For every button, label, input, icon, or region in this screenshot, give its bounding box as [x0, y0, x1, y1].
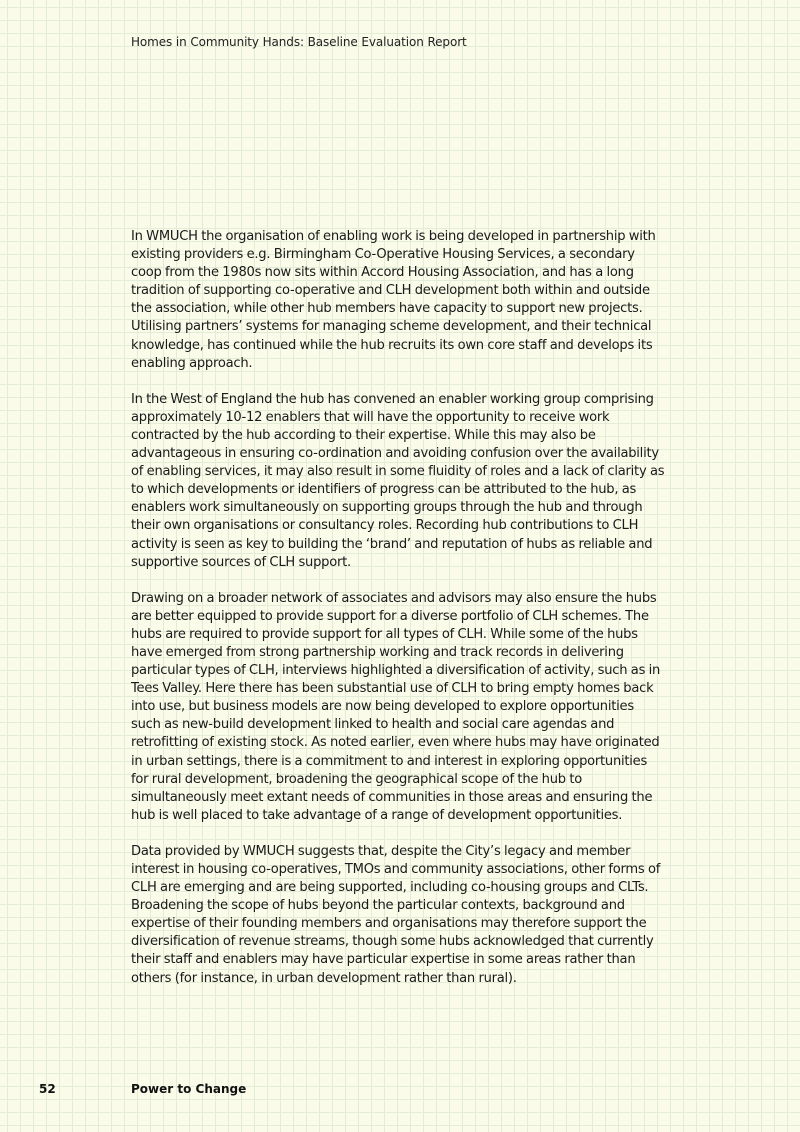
page-number: 52 — [39, 1082, 56, 1096]
footer-publisher: Power to Change — [131, 1082, 247, 1096]
running-header-title: Homes in Community Hands: Baseline Evaluation Report — [131, 35, 467, 49]
paragraph-broader-network: Drawing on a broader network of associates and advisors may also ensure the hubs are better equipped to provide support for a diverse portfolio of CLH schemes. The hubs are required to provide support for all types of CLH. While some of the hubs have emerged from strong partnership working and track records in delivering particular types of CLH, interviews highlighted a diversification of activity, such as in Tees Valley. Here there has been substantial use of CLH to bring empty homes back into use, but business models are now being developed to explore opportunities such as new-build development linked to health and social care agendas and retrofitting of existing stock. As noted earlier, even where hubs may have originated in urban settings, there is a commitment to and interest in exploring opportunities for rural development, broadening the geographical scope of the hub to simultaneously meet extant needs of communities in those areas and ensuring the hub is well placed to take advantage of a range of development opportunities. — [131, 590, 661, 823]
paragraph-wmuch-data: Data provided by WMUCH suggests that, despite the City’s legacy and member interest in housing co-operatives, TMOs and community associations, other forms of CLH are emerging and are being supported, including co-housing groups and CLTs. Broadening the scope of hubs beyond the particular contexts, background and expertise of their founding members and organisations may therefore support the diversification of revenue streams, though some hubs acknowledged that currently their staff and enablers may have particular expertise in some areas rather than others (for instance, in urban development rather than rural). — [131, 843, 661, 986]
paragraph-wmuch-enabling: In WMUCH the organisation of enabling work is being developed in partnership with existing providers e.g. Birmingham Co-Operative Housing Services, a secondary coop from the 1980s now sits within Accord Housing Association, and has a long tradition of supporting co-operative and CLH development both within and outside the association, while other hub members have capacity to support new projects. Utilising partners’ systems for managing scheme development, and their technical knowledge, has continued while the hub recruits its own core staff and develops its enabling approach. — [131, 229, 656, 371]
paragraph-west-of-england: In the West of England the hub has convened an enabler working group comprising approximately 10-12 enablers that will have the opportunity to receive work contracted by the hub according to their expertise. While this may also be advantageous in ensuring co-ordination and avoiding confusion over the availability of enabling services, it may also result in some fluidity of roles and a lack of clarity as to which developments or identifiers of progress can be attributed to the hub, as enablers work simultaneously on supporting groups through the hub and through their own organisations or consultancy roles. Recording hub contributions to CLH activity is seen as key to building the ‘brand’ and reputation of hubs as reliable and supportive sources of CLH support. — [131, 391, 665, 570]
body-text — [131, 228, 665, 1006]
